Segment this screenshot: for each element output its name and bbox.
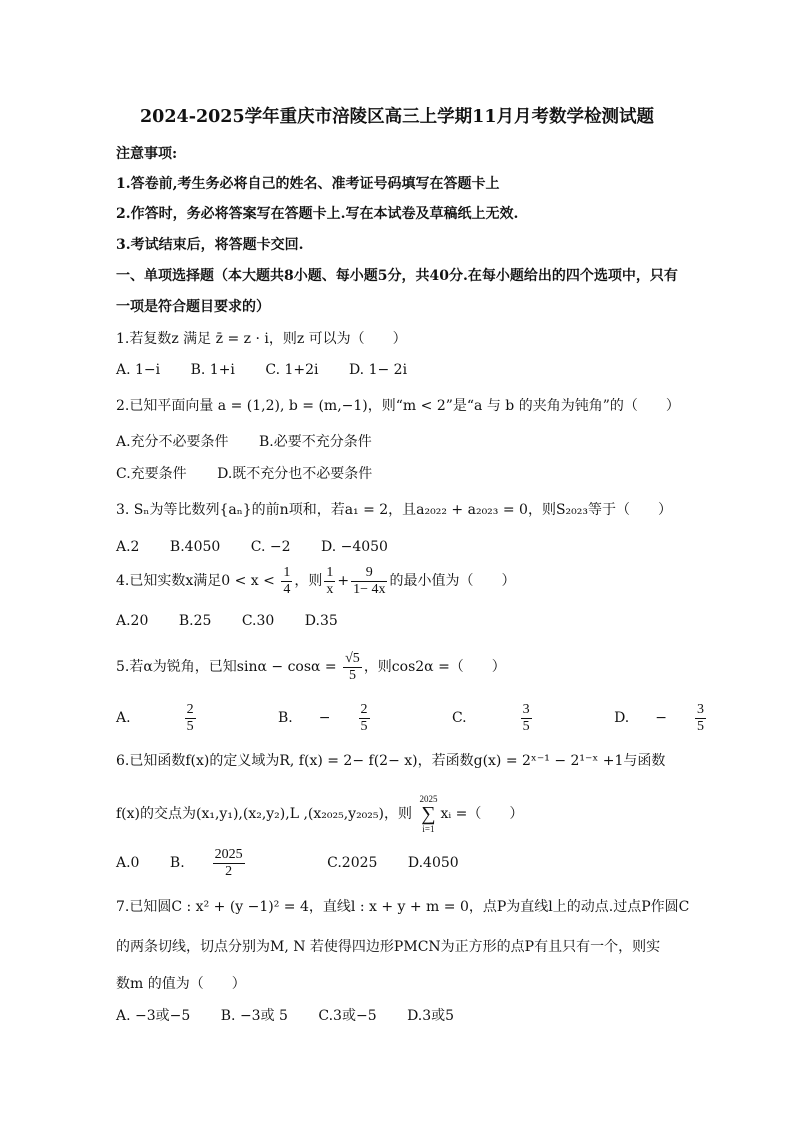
- question-6-line-2-suffix: xᵢ =（ ）: [440, 806, 524, 822]
- question-5-option-a-fraction: [185, 702, 222, 735]
- question-4-fraction-b-den: 1− 4x: [353, 581, 386, 597]
- question-4-plus: +: [337, 573, 350, 589]
- question-4-prefix: 4.已知实数x满足0 < x <: [116, 573, 275, 589]
- question-5-fraction-den: 5: [348, 667, 356, 683]
- notice-item-3: 3.考试结束后，将答题卡交回.: [116, 237, 304, 253]
- question-4-fraction-a: [324, 565, 335, 598]
- question-6-summation-lower: i=1: [422, 824, 435, 834]
- question-6-option-b-fraction: [213, 847, 271, 880]
- question-5-option-a: [116, 700, 248, 736]
- question-5-option-d-num: 3: [697, 701, 704, 717]
- question-5-option-c: [452, 700, 584, 736]
- question-2-option-b: B.必要不充分条件: [259, 434, 372, 450]
- question-6-summation-upper: 2025: [419, 794, 438, 804]
- question-2-option-a: A.充分不必要条件: [116, 434, 229, 450]
- question-5-prefix: 5.若α为锐角，已知sinα − cosα =: [116, 659, 337, 675]
- question-5-option-b-den: 5: [360, 718, 368, 734]
- question-5-option-c-fraction: [521, 702, 558, 735]
- question-5-option-a-den: 5: [186, 718, 194, 734]
- question-6-option-b-num: 2025: [214, 846, 243, 862]
- question-6-option-a: A.0: [116, 855, 140, 871]
- section-heading-line-2: 一项是符合题目要求的）: [116, 299, 270, 315]
- section-heading-line-1: 一、单项选择题（本大题共8小题、每小题5分，共40分.在每小题给出的四个选项中，只有: [116, 268, 678, 284]
- question-6-option-b-den: 2: [225, 863, 233, 879]
- question-5-option-c-num: 3: [522, 701, 530, 717]
- question-4-option-b: B.25: [178, 613, 212, 629]
- question-7-option-a: A. −3或−5: [116, 1008, 191, 1024]
- question-3-option-b: B.4050: [169, 539, 221, 555]
- question-2-option-c: C.充要条件: [116, 466, 187, 482]
- question-7-option-b: B. −3或 5: [220, 1008, 288, 1024]
- question-5-text: [116, 648, 506, 686]
- question-3-options: [116, 537, 414, 557]
- question-5-option-d-den: 5: [697, 718, 704, 734]
- question-7-line-2: 的两条切线，切点分别为M, N 若使得四边形PMCN为正方形的点P有且只有一个，则实: [116, 939, 661, 955]
- question-7-options: [116, 1006, 480, 1026]
- question-3-option-d: D. −4050: [320, 539, 388, 555]
- question-5-option-d: [614, 700, 758, 736]
- question-2-text: 2.已知平面向量 a = (1,2), b = (m,−1)，则“m < 2”是“a 与 b 的夹角为钝角”的（ ）: [116, 398, 680, 414]
- question-7-option-c: C.3或−5: [318, 1008, 377, 1024]
- question-4-fraction-b: [351, 565, 387, 598]
- question-4-option-a: A.20: [116, 613, 149, 629]
- question-5-options: [116, 700, 784, 736]
- question-4-fraction-b-num: 9: [351, 565, 387, 582]
- question-4-mid: ，则: [294, 573, 323, 589]
- question-5-option-b-fraction: [359, 702, 396, 735]
- question-2-options-row-1: [116, 432, 398, 452]
- question-6-line-1: 6.已知函数f(x)的定义域为R, f(x) = 2− f(2− x)，若函数g(x) = 2ˣ⁻¹ − 2¹⁻ˣ +1与函数: [116, 753, 666, 769]
- question-7-option-d: D.3或5: [407, 1008, 455, 1024]
- question-4-fraction-bound: [281, 565, 292, 598]
- question-1-option-a: A. 1−i: [116, 362, 161, 378]
- question-2-options-row-2: [116, 464, 398, 484]
- question-1-option-c: C. 1+2i: [265, 362, 319, 378]
- notice-item-1: 1.答卷前,考生务必将自己的姓名、准考证号码填写在答题卡上: [116, 176, 500, 192]
- question-5-option-b-label: B.: [278, 710, 293, 726]
- question-4-options: [116, 611, 364, 631]
- question-4-option-d: D.35: [304, 613, 338, 629]
- notice-heading: 注意事项:: [116, 146, 178, 162]
- question-4-text: [116, 564, 515, 598]
- question-7-line-1: 7.已知圆C : x² + (y −1)² = 4，直线l : x + y + m = 0，点P为直线l上的动点.过点P作圆C: [116, 899, 690, 915]
- question-6-option-c: C.2025: [327, 855, 378, 871]
- question-5-suffix: ，则cos2α =（ ）: [363, 659, 506, 675]
- question-3-text: 3. Sₙ为等比数列{aₙ}的前n项和，若a₁ = 2，且a₂₀₂₂ + a₂₀₂₃ = 0，则S₂₀₂₃等于（ ）: [116, 502, 672, 518]
- question-6-line-2-prefix: f(x)的交点为(x₁,y₁),(x₂,y₂),L ,(x₂₀₂₅,y₂₀₂₅)，则: [116, 806, 412, 822]
- question-5-option-b-sign: −: [318, 710, 331, 726]
- question-5-option-d-fraction: [695, 702, 732, 735]
- question-5-option-d-sign: −: [655, 710, 667, 726]
- question-1-options: [116, 360, 433, 380]
- question-1-option-b: B. 1+i: [190, 362, 235, 378]
- question-5-option-b: [278, 700, 421, 736]
- question-5-option-b-num: 2: [360, 701, 368, 717]
- question-5-option-a-num: 2: [186, 701, 194, 717]
- question-4-option-c: C.30: [241, 613, 275, 629]
- question-5-option-c-den: 5: [522, 718, 530, 734]
- question-6-option-d: D.4050: [407, 855, 459, 871]
- question-5-option-a-label: A.: [116, 710, 131, 726]
- question-6-options: [116, 845, 485, 881]
- question-4-fraction-a-num: 1: [326, 564, 334, 580]
- question-5-option-c-label: C.: [451, 710, 467, 726]
- question-5-fraction-num: √5: [345, 650, 360, 666]
- question-1-option-d: D. 1− 2i: [348, 362, 408, 378]
- question-6-summation-sigma: ∑: [421, 803, 436, 825]
- exam-title: 2024-2025学年重庆市涪陵区高三上学期11月月考数学检测试题: [139, 107, 655, 127]
- notice-item-2: 2.作答时，务必将答案写在答题卡上.写在本试卷及草稿纸上无效.: [116, 206, 519, 222]
- question-4-suffix: 的最小值为（ ）: [389, 573, 516, 589]
- question-7-line-3: 数m 的值为（ ）: [116, 976, 246, 992]
- question-2-option-d: D.既不充分也不必要条件: [217, 466, 373, 482]
- question-3-option-c: C. −2: [250, 539, 291, 555]
- question-6-option-b-label: B.: [169, 855, 185, 871]
- question-3-option-a: A.2: [116, 539, 140, 555]
- question-4-fraction-a-den: x: [326, 581, 334, 597]
- question-1-text: 1.若复数z 满足 z̄ = z · i，则z 可以为（ ）: [116, 331, 407, 347]
- question-5-option-d-label: D.: [614, 710, 630, 726]
- question-6-summation: [419, 794, 437, 834]
- question-5-fraction: [343, 651, 362, 684]
- question-4-fraction-bound-num: 1: [283, 564, 291, 580]
- question-4-fraction-bound-den: 4: [283, 581, 291, 597]
- question-6-line-2: [116, 794, 523, 834]
- question-6-option-b: [170, 845, 297, 881]
